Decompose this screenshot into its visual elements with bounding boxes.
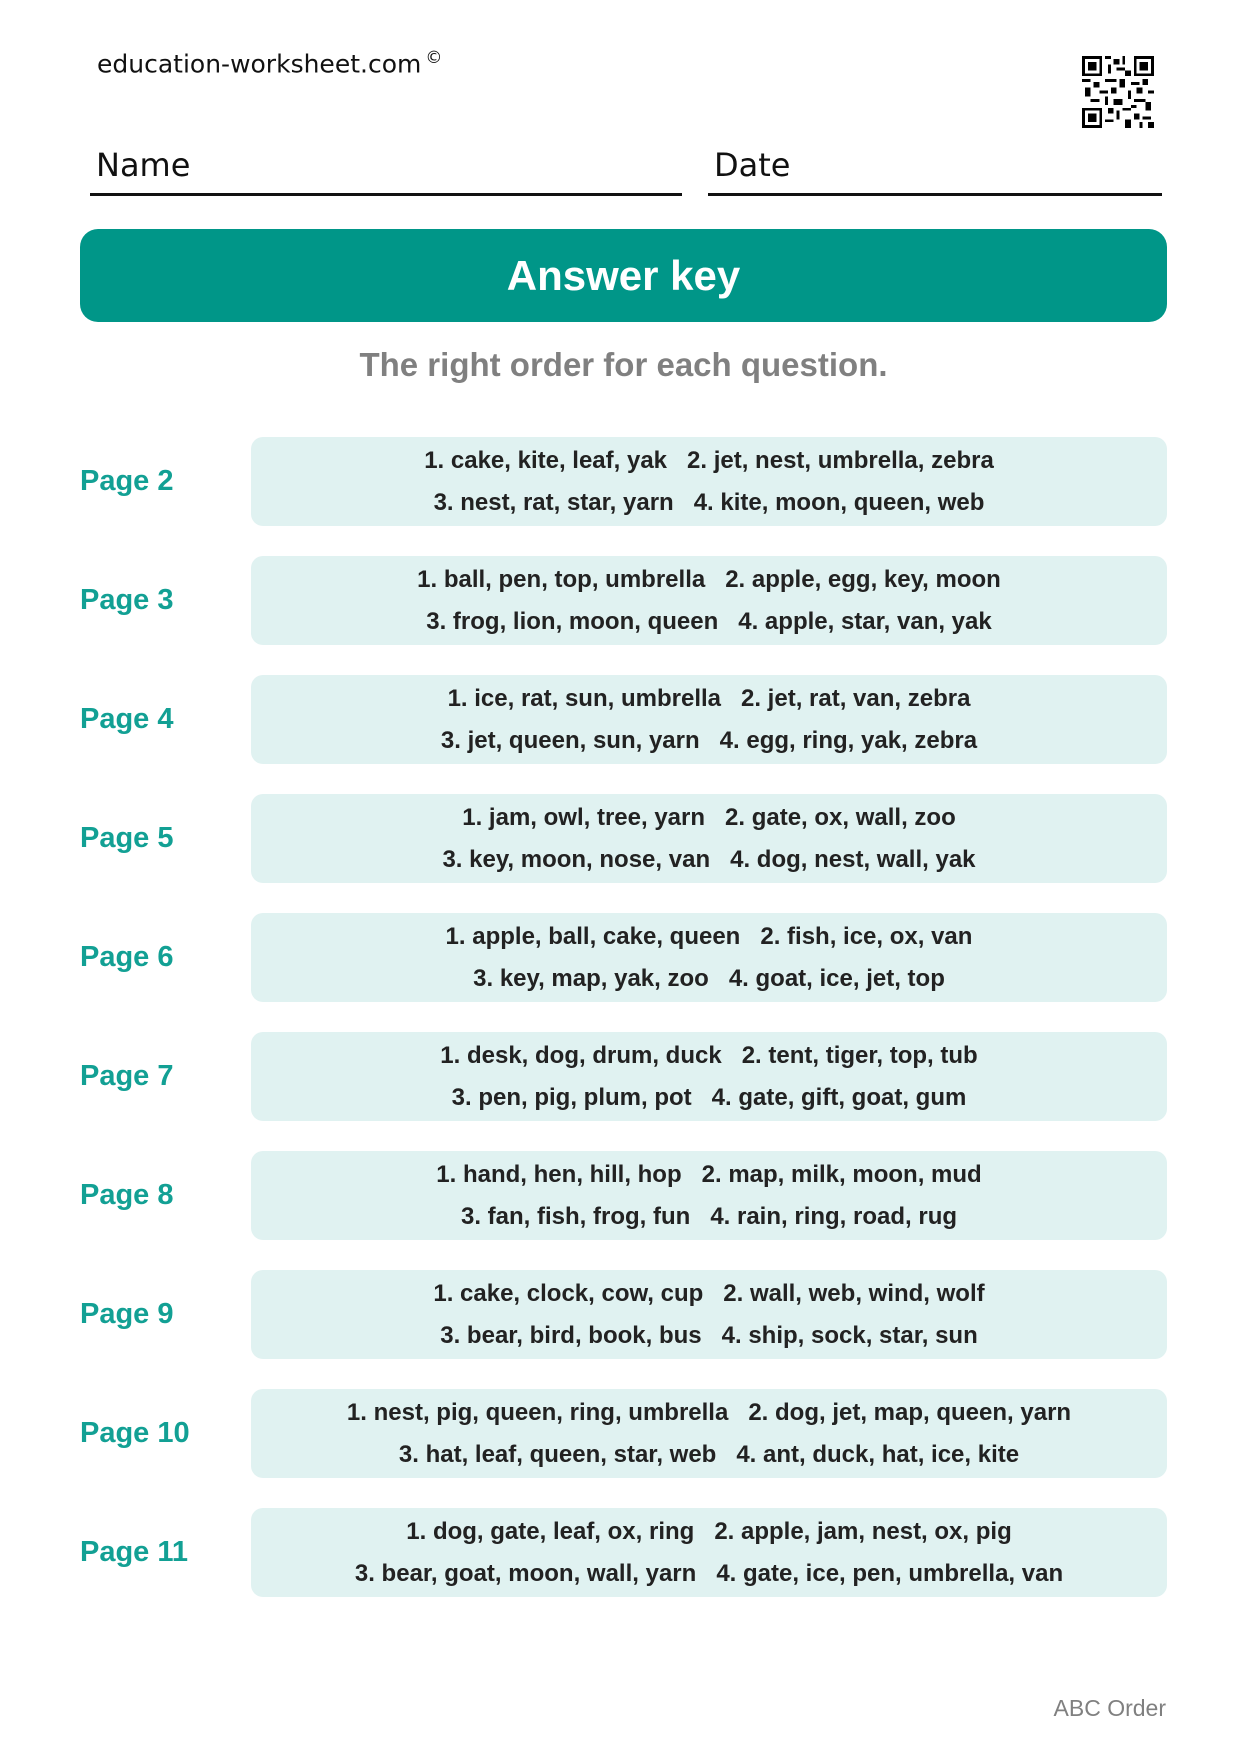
answer-3: 3. fan, fish, frog, fun bbox=[460, 1202, 691, 1230]
answer-line-1 bbox=[462, 804, 955, 832]
page-label: Page 6 bbox=[80, 941, 174, 973]
answer-3: 3. key, map, yak, zoo bbox=[473, 964, 709, 992]
answer-4: 4. dog, nest, wall, yak bbox=[730, 845, 976, 873]
answer-line-1 bbox=[448, 685, 971, 713]
answer-3: 3. bear, bird, book, bus bbox=[440, 1321, 702, 1349]
answer-line-2 bbox=[461, 1203, 957, 1231]
answer-1: 1. dog, gate, leaf, ox, ring bbox=[406, 1517, 695, 1545]
answer-4: 4. gate, gift, goat, gum bbox=[711, 1083, 967, 1111]
answer-line-1 bbox=[417, 566, 1001, 594]
answer-line-2 bbox=[434, 489, 985, 517]
answer-box bbox=[251, 1032, 1167, 1121]
answer-box bbox=[251, 675, 1167, 764]
page-label: Page 4 bbox=[80, 703, 174, 735]
answer-line-2 bbox=[452, 1084, 967, 1112]
page-label: Page 10 bbox=[80, 1417, 190, 1449]
answer-row-page-4 bbox=[0, 675, 1240, 794]
answer-box bbox=[251, 1151, 1167, 1240]
page-label: Page 8 bbox=[80, 1179, 174, 1211]
answer-list bbox=[0, 437, 1240, 1627]
answer-4: 4. ant, duck, hat, ice, kite bbox=[736, 1440, 1020, 1468]
answer-line-2 bbox=[426, 608, 991, 636]
answer-line-1 bbox=[440, 1042, 977, 1070]
answer-3: 3. frog, lion, moon, queen bbox=[426, 607, 719, 635]
answer-box bbox=[251, 556, 1167, 645]
answer-1: 1. apple, ball, cake, queen bbox=[445, 922, 741, 950]
date-field[interactable] bbox=[708, 146, 1162, 196]
answer-box bbox=[251, 1270, 1167, 1359]
answer-3: 3. key, moon, nose, van bbox=[442, 845, 711, 873]
answer-row-page-5 bbox=[0, 794, 1240, 913]
answer-box bbox=[251, 794, 1167, 883]
answer-line-2 bbox=[473, 965, 945, 993]
answer-4: 4. gate, ice, pen, umbrella, van bbox=[716, 1559, 1064, 1587]
worksheet-topic-footer: ABC Order bbox=[1053, 1695, 1166, 1721]
qr-code-icon bbox=[1082, 56, 1154, 128]
answer-box bbox=[251, 913, 1167, 1002]
answer-2: 2. wall, web, wind, wolf bbox=[723, 1279, 985, 1307]
answer-key-banner bbox=[80, 229, 1167, 322]
banner-title: Answer key bbox=[506, 251, 741, 299]
answer-line-2 bbox=[441, 727, 977, 755]
answer-4: 4. egg, ring, yak, zebra bbox=[719, 726, 978, 754]
answer-2: 2. fish, ice, ox, van bbox=[760, 922, 973, 950]
answer-3: 3. nest, rat, star, yarn bbox=[433, 488, 674, 516]
answer-4: 4. ship, sock, star, sun bbox=[721, 1321, 978, 1349]
page-label: Page 7 bbox=[80, 1060, 174, 1092]
page-label: Page 11 bbox=[80, 1536, 189, 1568]
answer-1: 1. desk, dog, drum, duck bbox=[440, 1041, 722, 1069]
answer-row-page-6 bbox=[0, 913, 1240, 1032]
name-label: Name bbox=[96, 146, 191, 184]
answer-row-page-9 bbox=[0, 1270, 1240, 1389]
copyright-symbol: © bbox=[425, 48, 443, 68]
page-label: Page 9 bbox=[80, 1298, 174, 1330]
site-text: education-worksheet.com bbox=[97, 49, 422, 79]
answer-4: 4. apple, star, van, yak bbox=[738, 607, 992, 635]
answer-3: 3. jet, queen, sun, yarn bbox=[440, 726, 700, 754]
answer-2: 2. tent, tiger, top, tub bbox=[741, 1041, 978, 1069]
answer-box bbox=[251, 1389, 1167, 1478]
answer-row-page-10 bbox=[0, 1389, 1240, 1508]
answer-1: 1. ball, pen, top, umbrella bbox=[417, 565, 706, 593]
answer-4: 4. kite, moon, queen, web bbox=[693, 488, 985, 516]
page-label: Page 5 bbox=[80, 822, 174, 854]
answer-box bbox=[251, 437, 1167, 526]
instructions-subtitle: The right order for each question. bbox=[359, 346, 888, 383]
answer-2: 2. apple, egg, key, moon bbox=[725, 565, 1001, 593]
answer-line-1 bbox=[433, 1280, 984, 1308]
answer-row-page-7 bbox=[0, 1032, 1240, 1151]
answer-2: 2. jet, nest, umbrella, zebra bbox=[687, 446, 994, 474]
answer-3: 3. bear, goat, moon, wall, yarn bbox=[354, 1559, 697, 1587]
answer-1: 1. jam, owl, tree, yarn bbox=[462, 803, 706, 831]
answer-line-1 bbox=[406, 1518, 1011, 1546]
answer-row-page-11 bbox=[0, 1508, 1240, 1627]
answer-row-page-3 bbox=[0, 556, 1240, 675]
answer-1: 1. nest, pig, queen, ring, umbrella bbox=[346, 1398, 729, 1426]
answer-line-1 bbox=[446, 923, 973, 951]
page-label: Page 2 bbox=[80, 465, 174, 497]
answer-2: 2. gate, ox, wall, zoo bbox=[725, 803, 956, 831]
answer-line-2 bbox=[399, 1441, 1019, 1469]
answer-2: 2. jet, rat, van, zebra bbox=[741, 684, 971, 712]
answer-1: 1. cake, clock, cow, cup bbox=[433, 1279, 704, 1307]
page-label: Page 3 bbox=[80, 584, 174, 616]
answer-line-2 bbox=[355, 1560, 1063, 1588]
answer-row-page-2 bbox=[0, 437, 1240, 556]
site-name bbox=[97, 48, 442, 78]
answer-box bbox=[251, 1508, 1167, 1597]
answer-1: 1. hand, hen, hill, hop bbox=[436, 1160, 682, 1188]
name-field[interactable] bbox=[90, 146, 682, 196]
answer-1: 1. cake, kite, leaf, yak bbox=[424, 446, 668, 474]
answer-4: 4. goat, ice, jet, top bbox=[728, 964, 945, 992]
answer-1: 1. ice, rat, sun, umbrella bbox=[447, 684, 721, 712]
answer-row-page-8 bbox=[0, 1151, 1240, 1270]
answer-3: 3. hat, leaf, queen, star, web bbox=[398, 1440, 717, 1468]
answer-line-1 bbox=[424, 447, 994, 475]
answer-line-1 bbox=[436, 1161, 981, 1189]
answer-3: 3. pen, pig, plum, pot bbox=[451, 1083, 692, 1111]
answer-2: 2. dog, jet, map, queen, yarn bbox=[748, 1398, 1072, 1426]
answer-2: 2. apple, jam, nest, ox, pig bbox=[714, 1517, 1012, 1545]
answer-2: 2. map, milk, moon, mud bbox=[701, 1160, 982, 1188]
answer-line-2 bbox=[440, 1322, 978, 1350]
answer-line-2 bbox=[442, 846, 975, 874]
answer-4: 4. rain, ring, road, rug bbox=[710, 1202, 958, 1230]
answer-line-1 bbox=[347, 1399, 1071, 1427]
date-label: Date bbox=[714, 146, 791, 184]
